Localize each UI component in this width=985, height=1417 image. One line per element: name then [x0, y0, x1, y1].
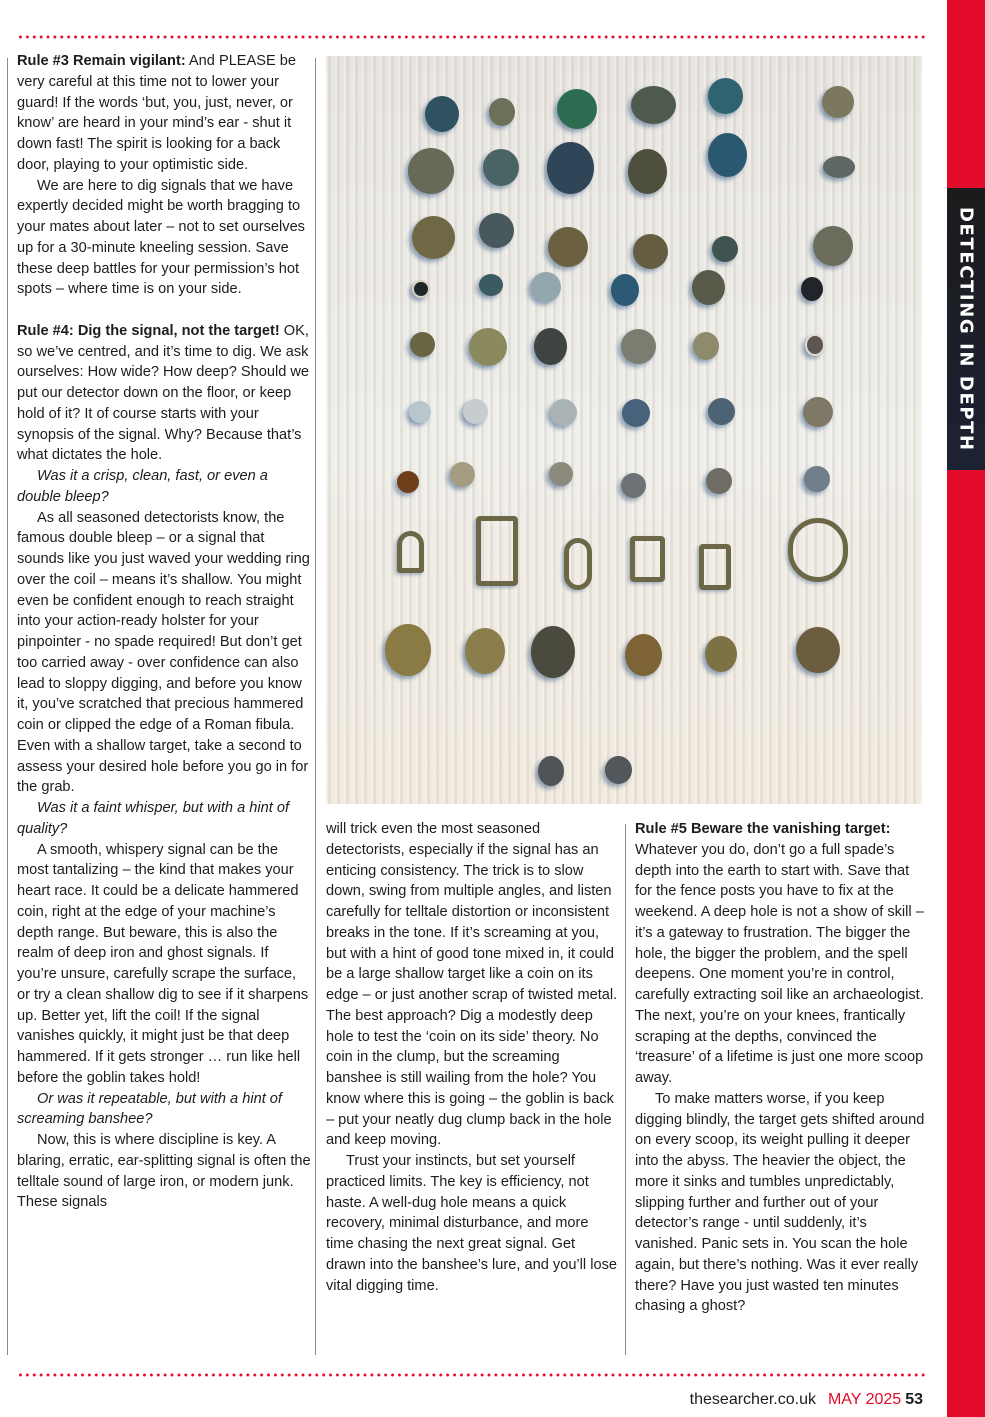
rule-4-paragraph: Rule #4: Dig the signal, not the target! OK, so we’ve centred, and it’s time to dig. We ask ourselves: How wide? How deep? Should we put our detector down on the floor, or keep hold of it? It of course starts with your synopsis of the signal. Why? Because that’s what dictates the hole. [17, 322, 310, 464]
footer-page-number: 53 [905, 1391, 923, 1408]
column-rule-middle [315, 58, 316, 1355]
article-column-1 [17, 51, 311, 1213]
body-paragraph: We are here to dig signals that we have expertly decided might be worth bragging to your mates about later – not to set ourselves up for a 30-minute kneeling session. Save these deep battles for your permission’s hot spots – where time is on your side. [17, 177, 305, 298]
rule-3-paragraph: Rule #3 Remain vigilant: And PLEASE be very careful at this time not to lower your guard! If the words ‘but, you, just, never, or know’ are heard in your mind’s ear - shut it down fast! The spirit is looking for a back door, playing to your optimistic side. [17, 53, 297, 173]
subheading-italic: Was it a faint whisper, but with a hint of quality? [17, 800, 290, 837]
rule-3-heading: Rule #3 Remain vigilant: [17, 53, 186, 69]
article-column-3 [635, 819, 927, 1317]
subheading-italic: Or was it repeatable, but with a hint of screaming banshee? [17, 1090, 282, 1128]
rule-5-heading: Rule #5 Beware the vanishing target: [635, 821, 891, 837]
column-rule-left [7, 58, 8, 1355]
rule-4-heading: Rule #4: Dig the signal, not the target! [17, 322, 280, 339]
body-paragraph: To make matters worse, if you keep digging blindly, the target gets shifted around on every scoop, its weight pulling it deeper into the abyss. The heavier the object, the more it sinks and tumbles unpredictably, slipping further and further out of your detector’s range - until suddenly, it’s vanished. Panic sets in. You scan the hole again, but there’s nothing. Was it ever really there? Have you just wasted ten minutes chasing a ghost? [635, 1090, 925, 1315]
rule-5-paragraph: Rule #5 Beware the vanishing target: Whatever you do, don’t go a full spade’s depth into the earth to start with. Save that for the fence posts you have to fix at the weekend. A deep hole is not a show of skill – it’s a gateway to frustration. The bigger the hole, the bigger the problem, and the spell deepens. One moment you’re in control, carefully extracting soil like an archaeologist. The next, you’re on your knees, frantically scraping at the depths, convinced the ‘treasure’ of a lifetime is just one more scoop away. [635, 821, 924, 1086]
top-dotted-divider [17, 35, 925, 39]
bottom-dotted-divider [17, 1373, 925, 1377]
column-rule-right [625, 824, 626, 1355]
finds-photo [326, 56, 922, 804]
footer-website: thesearcher.co.uk [689, 1391, 816, 1408]
section-label: DETECTING IN DEPTH [955, 206, 977, 452]
page-footer [690, 1391, 923, 1409]
article-column-2 [326, 819, 618, 1296]
body-paragraph: Trust your instincts, but set yourself practiced limits. The key is efficiency, not haste. A well-dug hole means a quick recovery, minimal disturbance, and more time chasing the next great signal. Get drawn into the banshee’s lure, and you’ll lose vital digging time. [326, 1153, 617, 1294]
body-paragraph: As all seasoned detectorists know, the famous double bleep – or a signal that sounds like you just waved your wedding ring over the coil – means it’s shallow. You might even be confident enough to reach straight into your action-ready holster for your pinpointer - no spade required! But don’t get too carried away - over confidence can also lead to sloppy digging, and before you know it, you’ve scratched that precious hammered coin or clipped the edge of a Roman fibula. Even with a shallow target, take a second to assess your desired hole before you go in for the grab. [17, 509, 310, 796]
body-paragraph: Now, this is where discipline is key. A blaring, erratic, ear-splitting signal is often the telltale sound of large iron, or modern junk. These signals [17, 1132, 311, 1211]
footer-issue-date: MAY 2025 [827, 1391, 902, 1408]
body-paragraph: will trick even the most seasoned detectorists, especially if the signal has an enticing consistency. The trick is to slow down, swing from multiple angles, and listen carefully for telltale distortion or inconsistent breaks in the tone. If it’s screaming at you, but with a hint of good tone mixed in, it could be a large shallow target like a coin on its edge – or just another scrap of twisted metal. The best approach? Dig a modestly deep hole to test the ‘coin on its side’ theory. No coin in the clump, but the screaming banshee is still wailing from the hole? You know where this is going – the goblin is back – put your neatly dug clump back in the hole and keep moving. [326, 821, 618, 1149]
body-paragraph: A smooth, whispery signal can be the most tantalizing – the kind that makes your heart race. It could be a delicate hammered coin, right at the edge of your machine’s depth range. But beware, this is also the realm of deep iron and ghost signals. If you’re unsure, carefully scrape the surface, or try a clean shallow dig to see if it sharpens up. Better yet, lift the coil! If the signal vanishes quickly, it might just be that deep hammered. If it gets stronger … run like hell before the goblin takes hold! [17, 841, 309, 1086]
subheading-italic: Was it a crisp, clean, fast, or even a double bleep? [17, 468, 268, 505]
section-tab [947, 188, 985, 470]
section-sidebar [947, 0, 985, 1417]
